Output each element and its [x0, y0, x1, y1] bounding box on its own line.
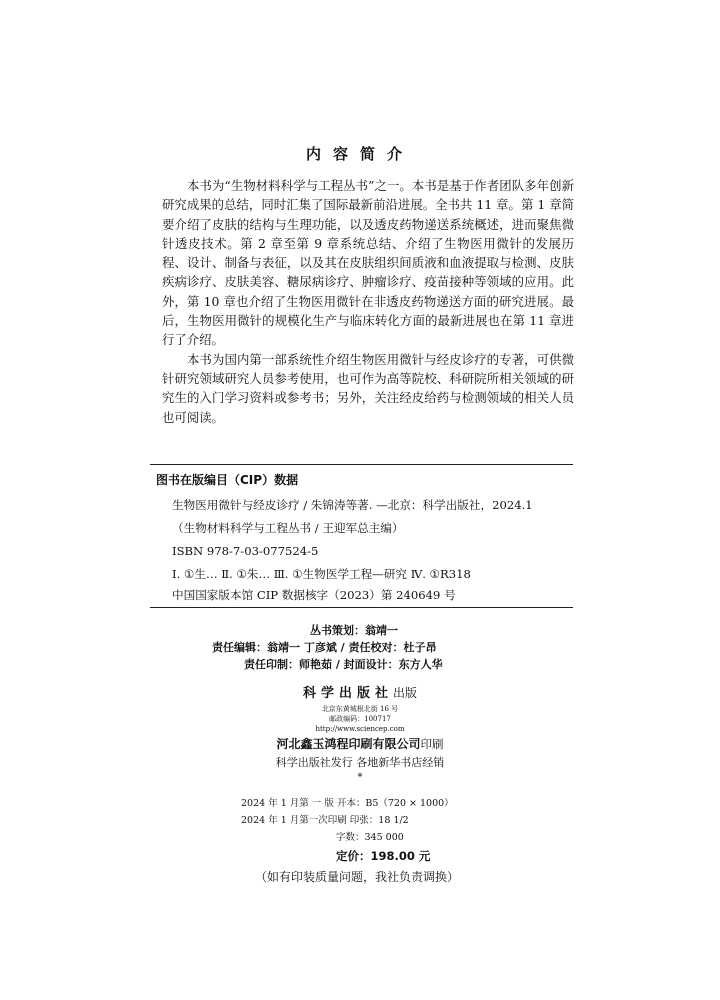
edition-info — [0, 795, 720, 888]
publisher-suffix: 出版 — [393, 686, 418, 700]
edition-line: 2024 年 1 月第 一 版 开本：B5（720 × 1000） — [241, 798, 454, 809]
price: 定价：198.00 元 — [336, 849, 431, 863]
word-count: 字数：345 000 — [336, 832, 404, 843]
cip-top-rule — [150, 464, 573, 465]
distribution-line: 科学出版社发行 各地新华书店经销 — [275, 756, 445, 769]
publisher-line — [0, 683, 720, 704]
series-planner: 丛书策划：翁靖一 — [310, 624, 398, 637]
printer-name: 河北鑫玉鸿程印刷有限公司 — [276, 737, 421, 751]
publisher-name: 科学出版社 — [302, 686, 393, 701]
cip-check-number: 中国国家版本馆 CIP 数据核字（2023）第 240649 号 — [172, 588, 456, 602]
cip-series-line: （生物材料科学与工程丛书 / 王迎军总主编） — [172, 521, 404, 535]
printer-suffix: 印刷 — [420, 737, 444, 751]
page-title: 内容简介 — [305, 145, 414, 163]
cip-isbn-line: ISBN 978-7-03-077524-5 — [172, 544, 319, 558]
cip-bottom-rule — [150, 607, 573, 608]
printing-and-cover: 责任印制：师艳茹 / 封面设计：东方人华 — [244, 658, 443, 671]
cip-classification-line: Ⅰ. ①生… Ⅱ. ①朱… Ⅲ. ①生物医学工程—研究 Ⅳ. ①R318 — [172, 567, 471, 581]
publisher-website: http://www.sciencep.com — [315, 725, 405, 733]
printer-line — [0, 734, 720, 754]
cip-title-line: 生物医用微针与经皮诊疗 / 朱锦涛等著. —北京：科学出版社，2024.1 — [172, 498, 533, 512]
responsible-editors: 责任编辑：翁靖一 丁彦斌 / 责任校对：杜子昂 — [212, 641, 437, 654]
publisher-address: 北京东黄城根北街 16 号 — [321, 705, 399, 713]
cip-header: 图书在版编目（CIP）数据 — [156, 473, 299, 487]
separator-star: * — [357, 772, 363, 783]
printing-line: 2024 年 1 月第一次印刷 印张：18 1/2 — [241, 815, 409, 826]
book-introduction — [162, 176, 574, 427]
quality-notice: （如有印装质量问题，我社负责调换） — [255, 870, 460, 884]
intro-paragraph-1: 本书为“生物材料科学与工程丛书”之一。本书是基于作者团队多年创新研究成果的总结，同时汇集了国际最新前沿进展。全书共 11 章。第 1 章简要介绍了皮肤的结构与生理功能，以及透皮药物递送系统概述，进而聚焦微针透皮技术。第 2 章至第 9 章系统总结、介绍了生物医用微针的发展历程、设计、制备与表征，以及其在皮肤组织间质液和血液提取与检测、皮肤疾病诊疗、皮肤美容、糖尿病诊疗、肿瘤诊疗、疫苗接种等领域的应用。此外，第 10 章也介绍了生物医用微针在非透皮药物递送方面的研究进展。最后，生物医用微针的规模化生产与临床转化方面的最新进展也在第 11 章进行了介绍。 — [162, 178, 574, 348]
staff-credits — [210, 622, 550, 673]
publisher-block — [0, 683, 720, 785]
intro-paragraph-2: 本书为国内第一部系统性介绍生物医用微针与经皮诊疗的专著，可供微针研究领域研究人员参考使用，也可作为高等院校、科研院所相关领域的研究生的入门学习资料或参考书；另外，关注经皮给药与检测领域的相关人员也可阅读。 — [162, 351, 574, 425]
publisher-postcode: 邮政编码：100717 — [329, 715, 391, 723]
cip-data-block — [150, 464, 573, 608]
